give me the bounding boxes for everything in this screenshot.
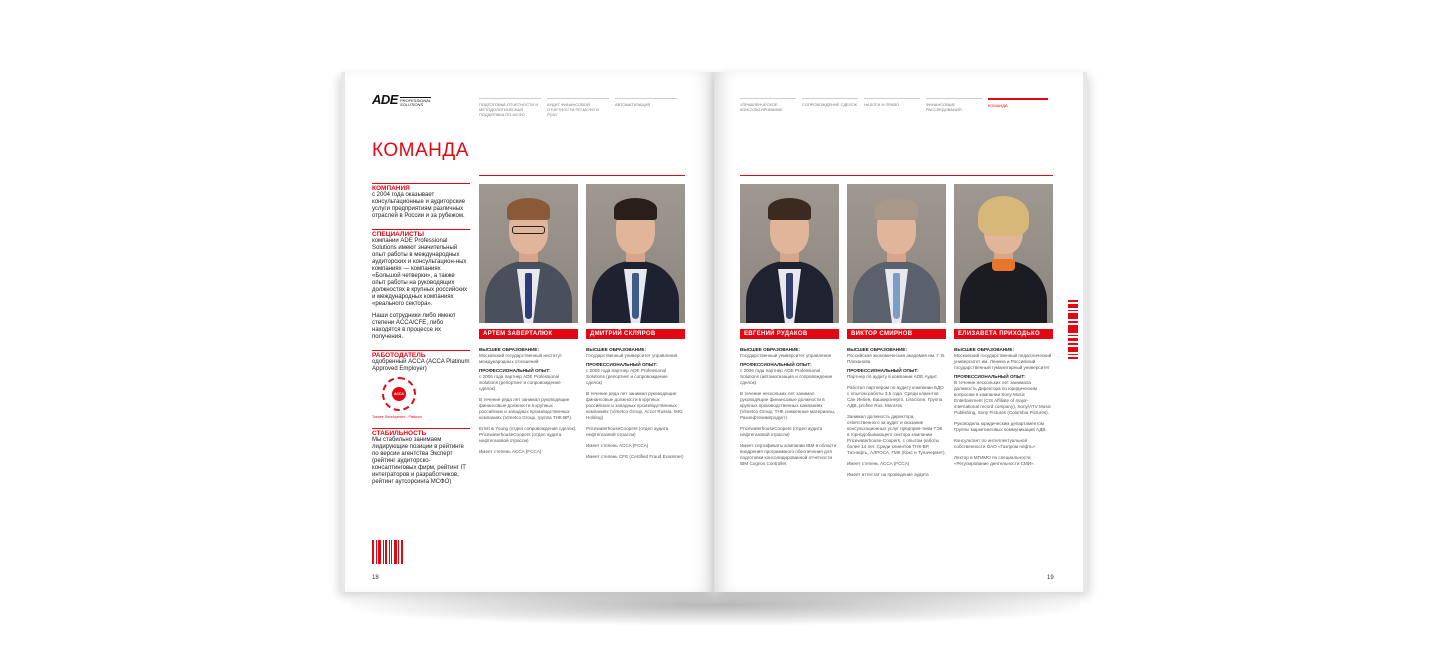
bio-paragraph: Имеет степень ACCA (FCCA) xyxy=(479,449,542,454)
sidebar xyxy=(372,183,470,495)
bio-paragraph: PricewaterhouseCoopers (отдел аудита нефтегазовой отрасли) xyxy=(740,426,823,437)
bio-paragraph: Работал партнером по аудиту компании БДО с опытом работы 3,5 года. Среди клиентов Сан Инбев, Башкирэнерго, Lisoclone, Группа АДВ, profine Rus, Мегатек xyxy=(847,385,944,408)
acca-approved-badge xyxy=(382,377,416,411)
education-label: ВЫСШЕЕ ОБРАЗОВАНИЕ: xyxy=(954,347,1015,352)
team-member-card xyxy=(847,184,946,478)
nav-item-team: КОМАНДА xyxy=(988,98,1048,112)
bio-paragraph: В течение ряда лет занимал руководящие финансовые должности в крупных российских и западных производственных компаниях (Vimetco Group, Accor Russia, IMG Holding) xyxy=(586,391,683,420)
logo-subtitle xyxy=(400,97,431,107)
nav-item-automation: АВТОМАТИЗАЦИЯ xyxy=(615,98,677,117)
bio-paragraph: Руководила юридическим департаментом Группы маркетинговых коммуникаций АДВ. xyxy=(954,421,1047,432)
nav-item-financial-investigations: ФИНАНСОВЫЕ РАССЛЕДОВАНИЯ xyxy=(926,98,982,112)
nav-item-tax-law: НАЛОГИ И ПРАВО xyxy=(864,98,920,112)
education-text: Московский государственный институт международных отношений xyxy=(479,353,562,364)
sidebar-employer xyxy=(372,350,470,419)
ade-logo xyxy=(372,92,431,107)
acca-badge-center: ACCA xyxy=(392,387,406,401)
portrait-photo xyxy=(586,184,685,323)
sidebar-company xyxy=(372,183,470,220)
left-nav xyxy=(479,98,683,117)
bio-paragraph: Занимал должность директора, ответственного за аудит и оказание консультационных услуг предприя-тиям ТЭК в горнодобывающего сектора компании Pricewaterhouse-Coopers, с опытом работы более 14 лет. Среди клиентов ТНК-ВР, Татнефть, АЛРОСА, ГМК (Кокс и Тулачермет). xyxy=(847,414,946,455)
education-text: Московский государственный педагогический университет им. Ленина и Российский государственный гуманитарный университет xyxy=(954,353,1052,370)
education-label: ВЫСШЕЕ ОБРАЗОВАНИЕ: xyxy=(847,347,908,352)
title-rule xyxy=(479,175,685,176)
left-page xyxy=(341,72,714,592)
bio-paragraph: Лектор в МГИМО по специальности «Регулирование деятельности СМИ». xyxy=(954,455,1035,466)
stability-heading: СТАБИЛЬНОСТЬ xyxy=(372,430,427,437)
employer-text: одобренный ACCA (ACCA Platinum Approved Employer) xyxy=(372,359,470,372)
experience-label: ПРОФЕССИОНАЛЬНЫЙ ОПЫТ: xyxy=(847,368,919,373)
portrait-photo xyxy=(479,184,578,323)
page-title: КОМАНДА xyxy=(372,140,469,161)
specialists-paragraph-2: Наши сотрудники либо имеют степени ACCA/CFE, либо находятся в процессе их получения. xyxy=(372,313,456,340)
sidebar-specialists xyxy=(372,229,470,341)
bio-paragraph: PricewaterhouseCoopers (отдел аудита нефтегазовой отрасли) xyxy=(586,426,669,437)
member-bio xyxy=(847,347,946,478)
experience-label: ПРОФЕССИОНАЛЬНЫЙ ОПЫТ: xyxy=(740,362,812,367)
page-number-right: 19 xyxy=(1047,575,1054,581)
nav-item-ifrs-reporting: ПОДГОТОВКА ОТЧЕТНОСТИ И МЕТОДОЛОГИЧЕСКАЯ ПОДДЕРЖКА ПО МСФО xyxy=(479,98,541,117)
page-number-left: 18 xyxy=(372,575,379,581)
stability-text: Мы стабильно занимаем лидирующие позиции в рейтинге по версии агентства Эксперт (рейтинг аудиторско-консалтинговых фирм, рейтинг IT интеграторов и разработчиков, рейтинг аутсорсинга МСФО) xyxy=(372,437,466,485)
experience-label: ПРОФЕССИОНАЛЬНЫЙ ОПЫТ: xyxy=(954,374,1026,379)
experience-text: с 2006 года партнер ADE Professional Solutions (автоматизация и сопровождение сделок) xyxy=(740,368,833,385)
company-heading: КОМПАНИЯ xyxy=(372,185,410,192)
badge-note: Trainee Development - Platinum xyxy=(372,415,423,419)
member-bio xyxy=(954,347,1053,467)
portrait-photo xyxy=(740,184,839,323)
right-page xyxy=(714,72,1087,592)
bio-paragraph: Имеет степень ACCA (FCCA) xyxy=(847,461,910,466)
team-member-card xyxy=(479,184,578,455)
member-name: ЕВГЕНИЙ РУДАКОВ xyxy=(740,329,839,339)
experience-text: В течение нескольких лет занимала должность Директора по юридическим вопросам в компании Sony Music Entertainment (CIS Affiliate of major-international record company), Sony/ATV Music Publishing, Sony Pictures (Columbia Pictures). xyxy=(954,380,1051,415)
title-rule-right xyxy=(740,175,1053,176)
logo-sub-line-2: SOLUTIONS xyxy=(399,102,424,107)
logo-wordmark: ADE xyxy=(372,92,398,107)
experience-text: с 2006 года партнер ADE Professional Solutions (репортинг и сопровождение сделок) xyxy=(479,374,561,391)
portrait-photo xyxy=(847,184,946,323)
bio-paragraph: Имеет сертификаты компании IBM в области внедрения программного обеспечения для подготовки консолидированной отчетности IBM Cognos Controller. xyxy=(740,443,837,466)
member-bio xyxy=(586,347,685,460)
education-text: Государственный университет управления xyxy=(586,353,678,358)
bio-paragraph: Имеет степень ACCA (FCCA) xyxy=(586,443,649,448)
nav-item-management-consulting: УПРАВЛЕНЧЕСКОЕ КОНСУЛЬТИРОВАНИЕ xyxy=(740,98,796,112)
nav-item-deal-support: СОПРОВОЖДЕНИЕ СДЕЛОК xyxy=(802,98,858,112)
member-name: АРТЕМ ЗАВЕРТАЛЮК xyxy=(479,329,578,339)
experience-label: ПРОФЕССИОНАЛЬНЫЙ ОПЫТ: xyxy=(479,368,551,373)
specialists-paragraph-1: компании ADE Professional Solutions имеют значительный опыт работы в международных аудиторских и консультацион-ных компаниях — компаниях «Большой четверки», а также опыт работы на руководящих должностях в крупных российских и международных компаниях «реального сектора». xyxy=(372,238,468,307)
education-label: ВЫСШЕЕ ОБРАЗОВАНИЕ: xyxy=(586,347,647,352)
bio-paragraph: Имеет степень CFE (Certified Fraud Examiner) xyxy=(586,454,684,459)
member-bio xyxy=(740,347,839,467)
experience-text: с 2006 года партнер ADE Professional Solutions (репортинг и сопровождение сделок) xyxy=(586,368,668,385)
logo-sub-line-1: PROFESSIONAL xyxy=(399,98,432,103)
bio-paragraph: В течение нескольких лет занимал руководящие финансовые должности в крупных производственных компаниях (Vimetco Group, ТНК сниженные материалы, Разнефтехимпродукт) xyxy=(740,391,836,420)
experience-text: Партнер по аудиту в компании ADE Аудит. xyxy=(847,374,938,379)
bio-paragraph: Консультант по интеллектуальной собственности ОАО «Газпром нефть» xyxy=(954,438,1036,449)
member-bio xyxy=(479,347,578,455)
bio-paragraph: Имеет аттестат на проведение аудита xyxy=(847,472,929,477)
portrait-photo xyxy=(954,184,1053,323)
member-name: ВИКТОР СМИРНОВ xyxy=(847,329,946,339)
specialists-heading: СПЕЦИАЛИСТЫ xyxy=(372,231,424,238)
experience-label: ПРОФЕССИОНАЛЬНЫЙ ОПЫТ: xyxy=(586,362,658,367)
company-text: с 2004 года оказывает консультационные и аудиторские услуги предприятиям различных отраслей в России и за рубежом. xyxy=(372,192,466,219)
specialists-text xyxy=(372,238,470,341)
team-member-card xyxy=(954,184,1053,467)
education-label: ВЫСШЕЕ ОБРАЗОВАНИЕ: xyxy=(740,347,801,352)
bio-paragraph: Ernst & Young (отдел сопровождения сделок), PricewaterhouseCoopers (отдел аудита нефтегазовой отрасли) xyxy=(479,426,577,443)
bio-paragraph: В течение ряда лет занимал руководящие финансовые должности в крупных российских и западных производственных компаниях (Vimetco Group, группа ТНК-ВР). xyxy=(479,397,573,420)
right-nav xyxy=(740,98,1054,112)
nav-item-audit: АУДИТ ФИНАНСОВОЙ ОТЧЕТНОСТИ ПО МСФО И РСБУ xyxy=(547,98,609,117)
team-member-card xyxy=(586,184,685,460)
side-barcode-decoration xyxy=(1068,300,1078,361)
team-member-card xyxy=(740,184,839,467)
education-text: Российская экономическая академия им. Г. В. Плеханова xyxy=(847,353,946,364)
education-text: Государственный университет управления xyxy=(740,353,832,358)
barcode-decoration xyxy=(372,540,404,564)
employer-heading: РАБОТОДАТЕЛЬ xyxy=(372,352,426,359)
member-name: ЕЛИЗАВЕТА ПРИХОДЬКО xyxy=(954,329,1053,339)
sidebar-stability xyxy=(372,428,470,486)
member-name: ДМИТРИЙ СКЛЯРОВ xyxy=(586,329,685,339)
education-label: ВЫСШЕЕ ОБРАЗОВАНИЕ: xyxy=(479,347,540,352)
